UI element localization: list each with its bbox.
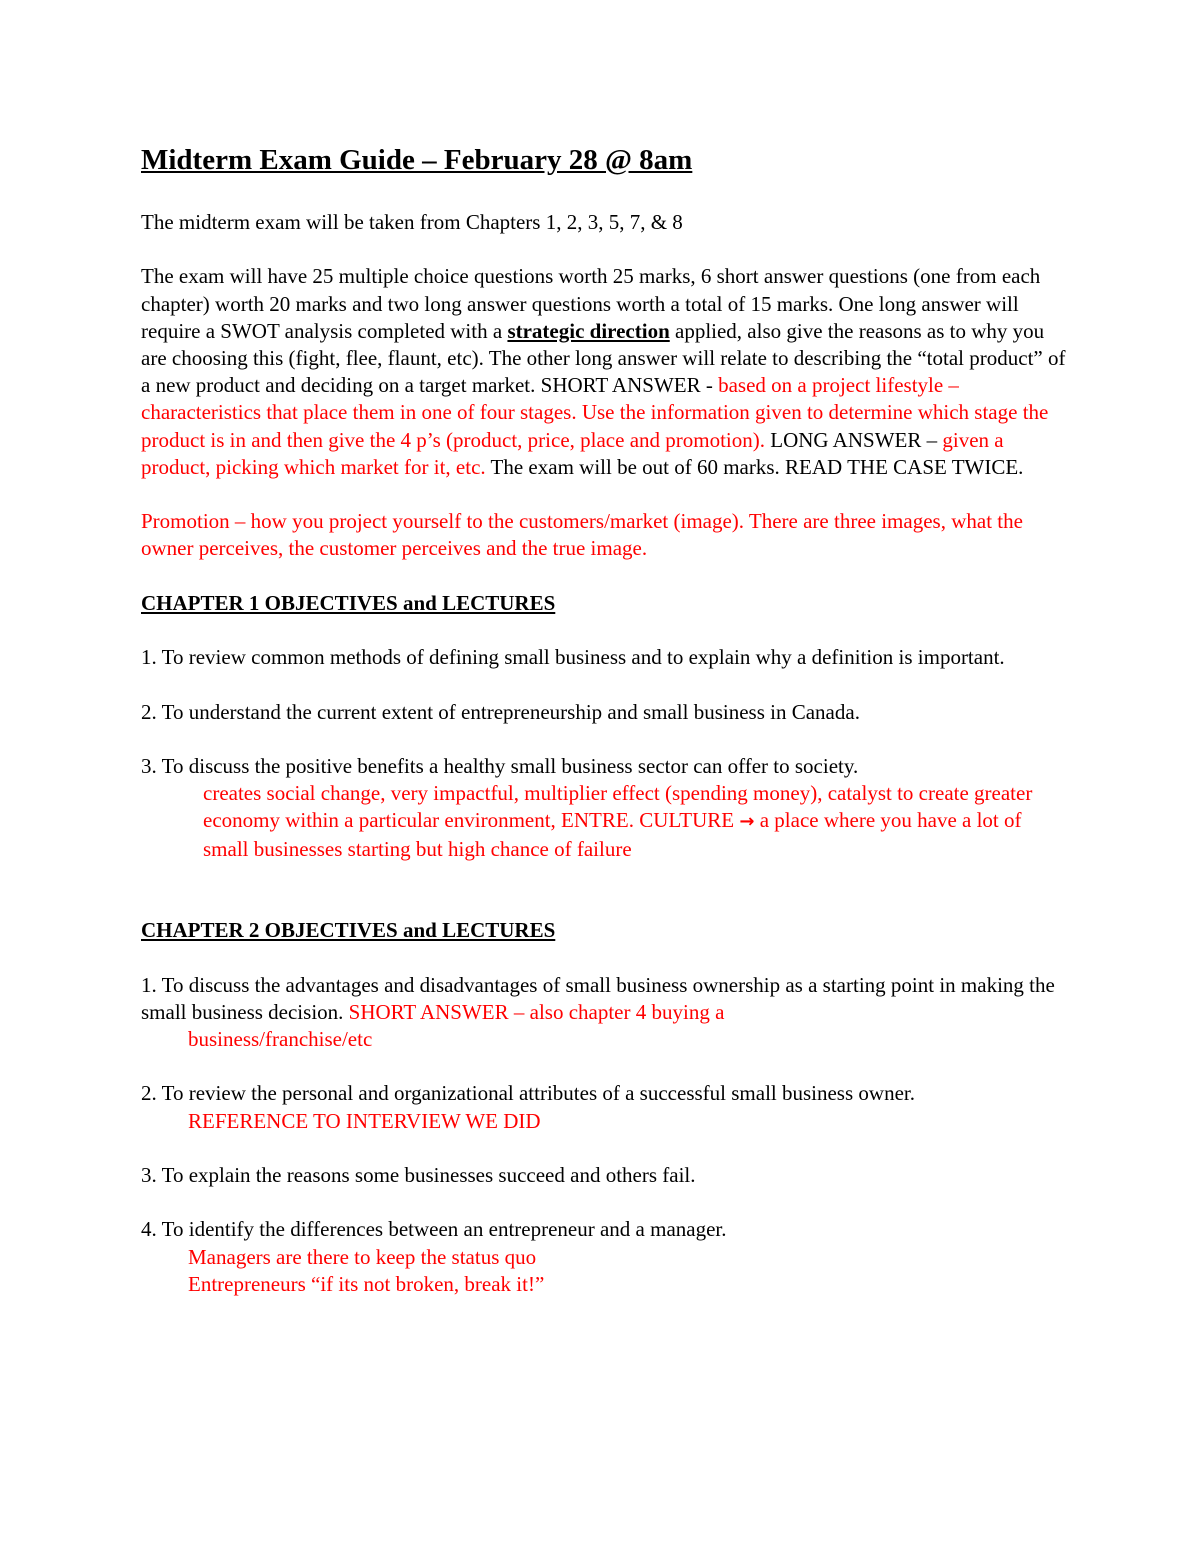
chapter2-objective-2-text: 2. To review the personal and organizational attributes of a successful small business owner. bbox=[141, 1081, 915, 1106]
chapter2-objective-1-text: 1. To discuss the advantages and disadvantages of small business ownership as a starting point in making the small business decision. bbox=[141, 972, 1055, 1024]
promotion-note: Promotion – how you project yourself to the customers/market (image). There are three images, what the owner perceives, the customer perceives and the true image. bbox=[141, 509, 1023, 561]
chapter2-objective-3: 3. To explain the reasons some businesses succeed and others fail. bbox=[141, 1162, 696, 1187]
short-answer-note: based on a project lifestyle – characteristics that place them in one of four stages. Use the information given to determine which stage the product is in and then give the 4 p’s (product, price, place and promotion). bbox=[141, 373, 1049, 452]
chapter1-objective-3-note bbox=[141, 780, 1066, 863]
overview-text-1: The exam will have 25 multiple choice questions worth 25 marks, 6 short answer questions (one from each chapter) worth 20 marks and two long answer questions worth a total of 15 marks. One long answer will require a SWOT analysis completed with a bbox=[141, 264, 1041, 343]
overview-paragraph bbox=[141, 263, 1066, 481]
intro-paragraph: The midterm exam will be taken from Chapters 1, 2, 3, 5, 7, & 8 bbox=[141, 210, 683, 234]
chapter2-objective-4-text: 4. To identify the differences between an entrepreneur and a manager. bbox=[141, 1217, 727, 1242]
chapter1-objective-2: 2. To understand the current extent of entrepreneurship and small business in Canada. bbox=[141, 699, 860, 724]
page-title: Midterm Exam Guide – February 28 @ 8am bbox=[141, 144, 693, 176]
arrow-right-icon: → bbox=[739, 811, 755, 833]
chapter2-objective-2-note: REFERENCE TO INTERVIEW WE DID bbox=[188, 1108, 541, 1133]
overview-text-3: LONG ANSWER – bbox=[765, 427, 943, 452]
note-text-a: creates social change, very impactful, multiplier effect (spending money), catalyst to create greater economy within a particular environment, ENTRE. CULTURE bbox=[203, 781, 1033, 833]
spacer bbox=[141, 890, 1066, 917]
chapter2-objective-1-note-a: SHORT ANSWER – also chapter 4 buying a bbox=[348, 999, 725, 1024]
strategic-direction-term: strategic direction bbox=[507, 318, 670, 343]
chapter2-objective-4-note-b: Entrepreneurs “if its not broken, break it!” bbox=[188, 1271, 545, 1296]
chapter2-objective-2 bbox=[141, 1080, 1066, 1134]
chapter1-heading: CHAPTER 1 OBJECTIVES and LECTURES bbox=[141, 590, 556, 615]
note-text-b: a place where you have a lot of small businesses starting but high chance of failure bbox=[203, 808, 1022, 861]
overview-text-4: The exam will be out of 60 marks. READ THE CASE TWICE. bbox=[485, 454, 1024, 479]
chapter2-objective-4-note-a: Managers are there to keep the status quo bbox=[188, 1244, 537, 1269]
chapter1-objective-3 bbox=[141, 753, 1066, 863]
chapter2-objective-4 bbox=[141, 1216, 1066, 1298]
long-answer-note: given a product, picking which market for it, etc. bbox=[141, 427, 1004, 479]
chapter2-heading: CHAPTER 2 OBJECTIVES and LECTURES bbox=[141, 918, 556, 943]
chapter2-objective-1 bbox=[141, 972, 1066, 1054]
chapter2-objective-1-note-b: business/franchise/etc bbox=[188, 1026, 373, 1051]
chapter1-objective-3-text: 3. To discuss the positive benefits a healthy small business sector can offer to society. bbox=[141, 753, 859, 778]
overview-text-2: applied, also give the reasons as to why you are choosing this (fight, flee, flaunt, etc). The other long answer will relate to describing the “total product” of a new product and deciding on a target market. SHORT ANSWER - bbox=[141, 318, 1066, 398]
document-page bbox=[141, 138, 1066, 1325]
chapter1-objective-1: 1. To review common methods of defining small business and to explain why a definition is important. bbox=[141, 645, 1005, 670]
